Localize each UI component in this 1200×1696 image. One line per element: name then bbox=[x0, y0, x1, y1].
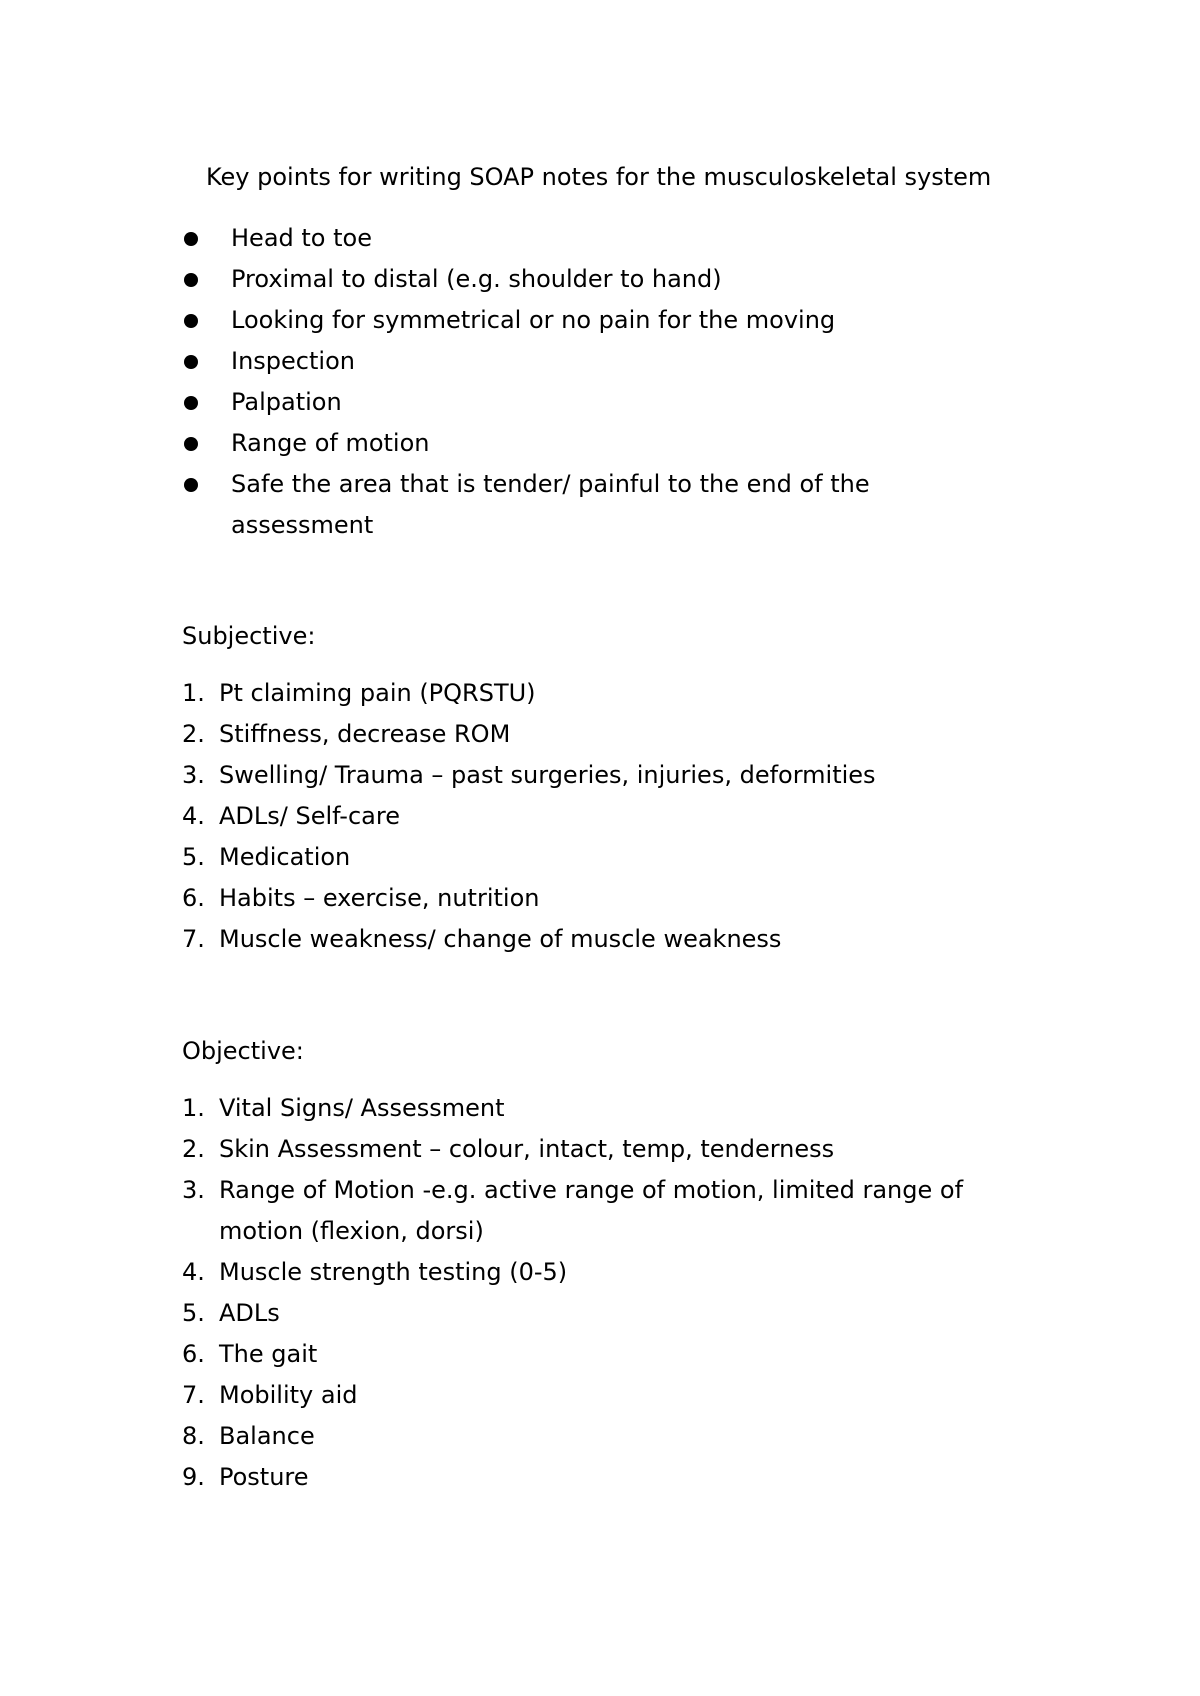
list-item-text: ADLs bbox=[219, 1299, 280, 1327]
bullet-icon bbox=[184, 273, 198, 287]
list-number: 7. bbox=[182, 925, 205, 953]
list-item-text: Pt claiming pain (PQRSTU) bbox=[219, 679, 536, 707]
list-item-text: Swelling/ Trauma – past surgeries, injuries, deformities bbox=[219, 761, 876, 789]
list-item bbox=[182, 755, 982, 796]
bullet-icon bbox=[184, 355, 198, 369]
list-number: 3. bbox=[182, 761, 205, 789]
list-item-text: Muscle weakness/ change of muscle weakness bbox=[219, 925, 782, 953]
list-number: 9. bbox=[182, 1463, 205, 1491]
list-number: 6. bbox=[182, 884, 205, 912]
list-number: 4. bbox=[182, 1258, 205, 1286]
bullet-icon bbox=[184, 314, 198, 328]
list-item-text: Mobility aid bbox=[219, 1381, 358, 1409]
list-number: 5. bbox=[182, 843, 205, 871]
list-item bbox=[182, 341, 942, 382]
list-item-text: Habits – exercise, nutrition bbox=[219, 884, 540, 912]
page-title: Key points for writing SOAP notes for the musculoskeletal system bbox=[206, 163, 992, 191]
list-item-text: Stiffness, decrease ROM bbox=[219, 720, 511, 748]
bullet-icon bbox=[184, 478, 198, 492]
objective-heading: Objective: bbox=[182, 1037, 304, 1065]
list-number: 4. bbox=[182, 802, 205, 830]
list-item-text: Head to toe bbox=[231, 224, 372, 252]
list-item bbox=[182, 919, 982, 960]
list-item bbox=[182, 1293, 982, 1334]
list-number: 3. bbox=[182, 1176, 205, 1204]
list-item bbox=[182, 1416, 982, 1457]
list-item-text: Range of motion bbox=[231, 429, 430, 457]
list-number: 5. bbox=[182, 1299, 205, 1327]
list-item bbox=[182, 837, 982, 878]
bullet-icon bbox=[184, 396, 198, 410]
list-number: 2. bbox=[182, 720, 205, 748]
list-item-text: Medication bbox=[219, 843, 351, 871]
list-item bbox=[182, 382, 942, 423]
list-number: 7. bbox=[182, 1381, 205, 1409]
list-item-text: Palpation bbox=[231, 388, 342, 416]
list-item bbox=[182, 423, 942, 464]
list-item-text: Balance bbox=[219, 1422, 315, 1450]
list-item bbox=[182, 259, 942, 300]
list-item bbox=[182, 1129, 982, 1170]
list-item-text: Safe the area that is tender/ painful to the end of the assessment bbox=[231, 470, 870, 539]
key-points-list bbox=[182, 218, 942, 546]
list-item-text: Proximal to distal (e.g. shoulder to hand) bbox=[231, 265, 722, 293]
list-item-text: Posture bbox=[219, 1463, 309, 1491]
list-item-text: Skin Assessment – colour, intact, temp, tenderness bbox=[219, 1135, 835, 1163]
list-number: 6. bbox=[182, 1340, 205, 1368]
list-item bbox=[182, 1375, 982, 1416]
list-item bbox=[182, 673, 982, 714]
list-item-text: Range of Motion -e.g. active range of motion, limited range of motion (flexion, dorsi) bbox=[219, 1176, 964, 1245]
list-item bbox=[182, 300, 942, 341]
list-number: 8. bbox=[182, 1422, 205, 1450]
list-item bbox=[182, 464, 891, 546]
list-item bbox=[182, 1088, 982, 1129]
list-item-text: The gait bbox=[219, 1340, 318, 1368]
subjective-list bbox=[182, 673, 982, 960]
bullet-icon bbox=[184, 437, 198, 451]
list-number: 2. bbox=[182, 1135, 205, 1163]
list-item-text: ADLs/ Self-care bbox=[219, 802, 400, 830]
list-number: 1. bbox=[182, 679, 205, 707]
list-item-text: Inspection bbox=[231, 347, 355, 375]
list-item bbox=[182, 1252, 982, 1293]
list-item bbox=[182, 1457, 982, 1498]
list-item-text: Looking for symmetrical or no pain for the moving bbox=[231, 306, 836, 334]
list-item bbox=[182, 878, 982, 919]
list-number: 1. bbox=[182, 1094, 205, 1122]
bullet-icon bbox=[184, 232, 198, 246]
list-item-text: Muscle strength testing (0-5) bbox=[219, 1258, 568, 1286]
list-item bbox=[182, 218, 942, 259]
list-item bbox=[182, 714, 982, 755]
list-item bbox=[182, 796, 982, 837]
objective-list bbox=[182, 1088, 982, 1498]
subjective-heading: Subjective: bbox=[182, 622, 316, 650]
list-item bbox=[182, 1170, 999, 1252]
list-item-text: Vital Signs/ Assessment bbox=[219, 1094, 505, 1122]
list-item bbox=[182, 1334, 982, 1375]
